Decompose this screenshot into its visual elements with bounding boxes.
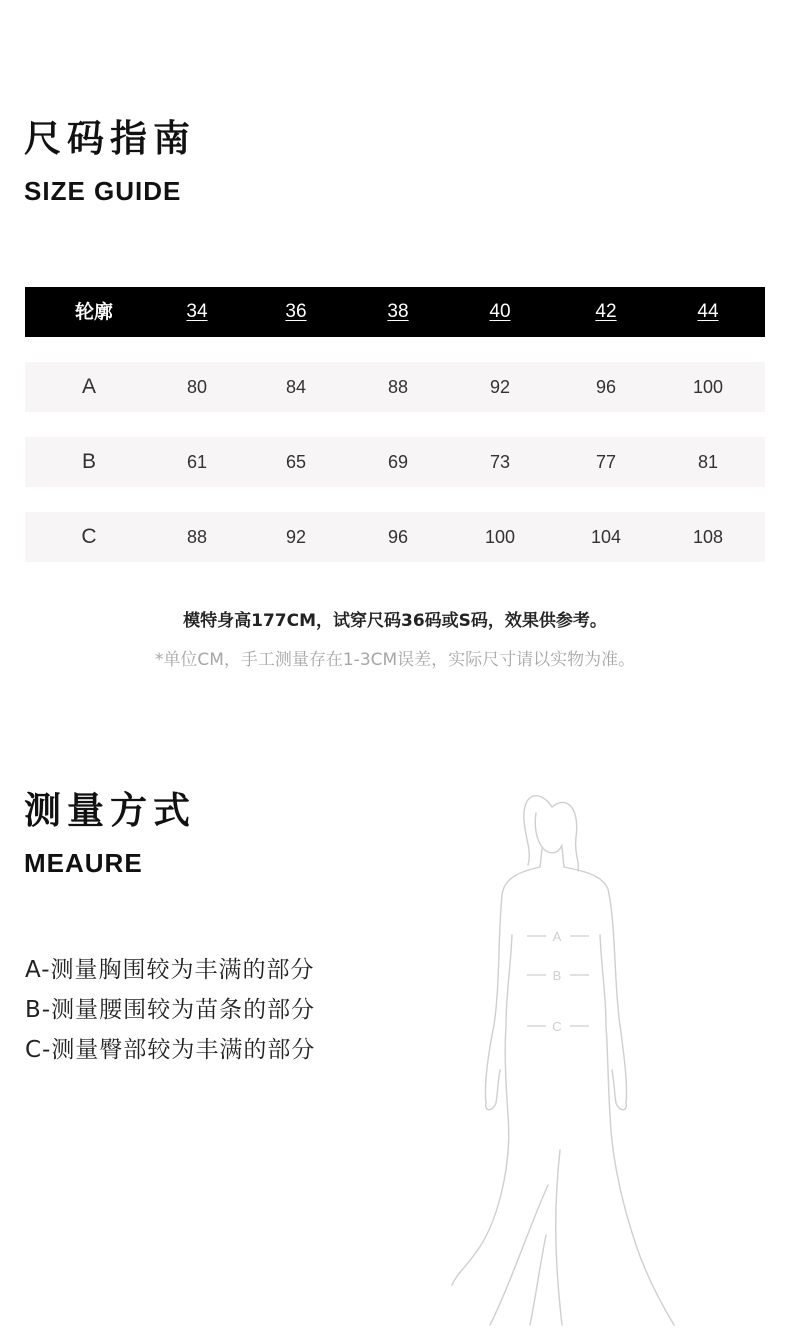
size-header-42[interactable]: 42 (595, 301, 617, 322)
inner-left-outline (505, 935, 512, 1115)
face-outline (535, 813, 562, 853)
size-guide-title-en: SIZE GUIDE (24, 176, 182, 206)
skirt-fold-outline (490, 1185, 548, 1325)
table-cell: 77 (595, 452, 617, 472)
table-cell: 81 (697, 452, 719, 472)
table-cell: 88 (387, 377, 409, 397)
neck-left (540, 849, 542, 867)
table-cell: 92 (285, 527, 307, 547)
torso-right-outline (564, 867, 627, 1103)
leg-line-left (530, 1235, 546, 1325)
figure-label-c: C (552, 1019, 562, 1034)
table-cell: 104 (590, 527, 622, 547)
inner-right-outline (600, 935, 610, 1115)
skirt-left-outline (452, 1115, 509, 1285)
table-cell: 96 (595, 377, 617, 397)
hair-right-outline (552, 802, 578, 871)
table-cell: 92 (489, 377, 511, 397)
measure-title-cn: 测量方式 (24, 789, 196, 832)
figure-label-b: B (552, 968, 562, 983)
table-cell: 100 (484, 527, 516, 547)
measure-title-en: MEAURE (24, 848, 143, 878)
size-header-44[interactable]: 44 (697, 301, 719, 322)
body-outline-figure (450, 785, 690, 1341)
header-label-outline: 轮廓 (74, 301, 113, 323)
figure-label-a: A (552, 929, 562, 944)
table-row-a (25, 362, 765, 412)
right-hand-outline (612, 1070, 626, 1110)
size-header-36[interactable]: 36 (285, 301, 307, 322)
table-header-row (25, 287, 765, 337)
model-note: 模特身高177CM，试穿尺码36码或S码，效果供参考。 (183, 611, 607, 631)
table-cell: 88 (186, 527, 208, 547)
leg-line-middle (556, 1150, 562, 1325)
torso-left-outline (485, 867, 540, 1103)
measure-line-c: C-测量臀部较为丰满的部分 (25, 1037, 316, 1063)
table-row-b (25, 437, 765, 487)
left-hand-outline (486, 1070, 500, 1110)
skirt-right-outline (610, 1115, 674, 1325)
neck-right (562, 847, 564, 867)
table-cell: 108 (692, 527, 724, 547)
table-cell: 69 (387, 452, 409, 472)
size-header-38[interactable]: 38 (387, 301, 409, 322)
table-cell: 100 (692, 377, 724, 397)
size-guide-title-cn: 尺码指南 (24, 117, 196, 160)
size-header-34[interactable]: 34 (186, 301, 208, 322)
measure-line-b: B-测量腰围较为苗条的部分 (25, 997, 316, 1023)
size-header-40[interactable]: 40 (489, 301, 511, 322)
table-cell: 84 (285, 377, 307, 397)
measure-line-a: A-测量胸围较为丰满的部分 (25, 957, 315, 983)
table-cell: 96 (387, 527, 409, 547)
table-cell: 65 (285, 452, 307, 472)
table-row-c (25, 512, 765, 562)
table-cell: 80 (186, 377, 208, 397)
row-label: C (81, 525, 97, 548)
unit-note: *单位CM，手工测量存在1-3CM误差，实际尺寸请以实物为准。 (154, 650, 636, 670)
table-cell: 73 (489, 452, 511, 472)
row-label: B (81, 450, 96, 473)
table-cell: 61 (186, 452, 208, 472)
hair-left-outline (524, 796, 552, 865)
row-label: A (81, 375, 96, 398)
